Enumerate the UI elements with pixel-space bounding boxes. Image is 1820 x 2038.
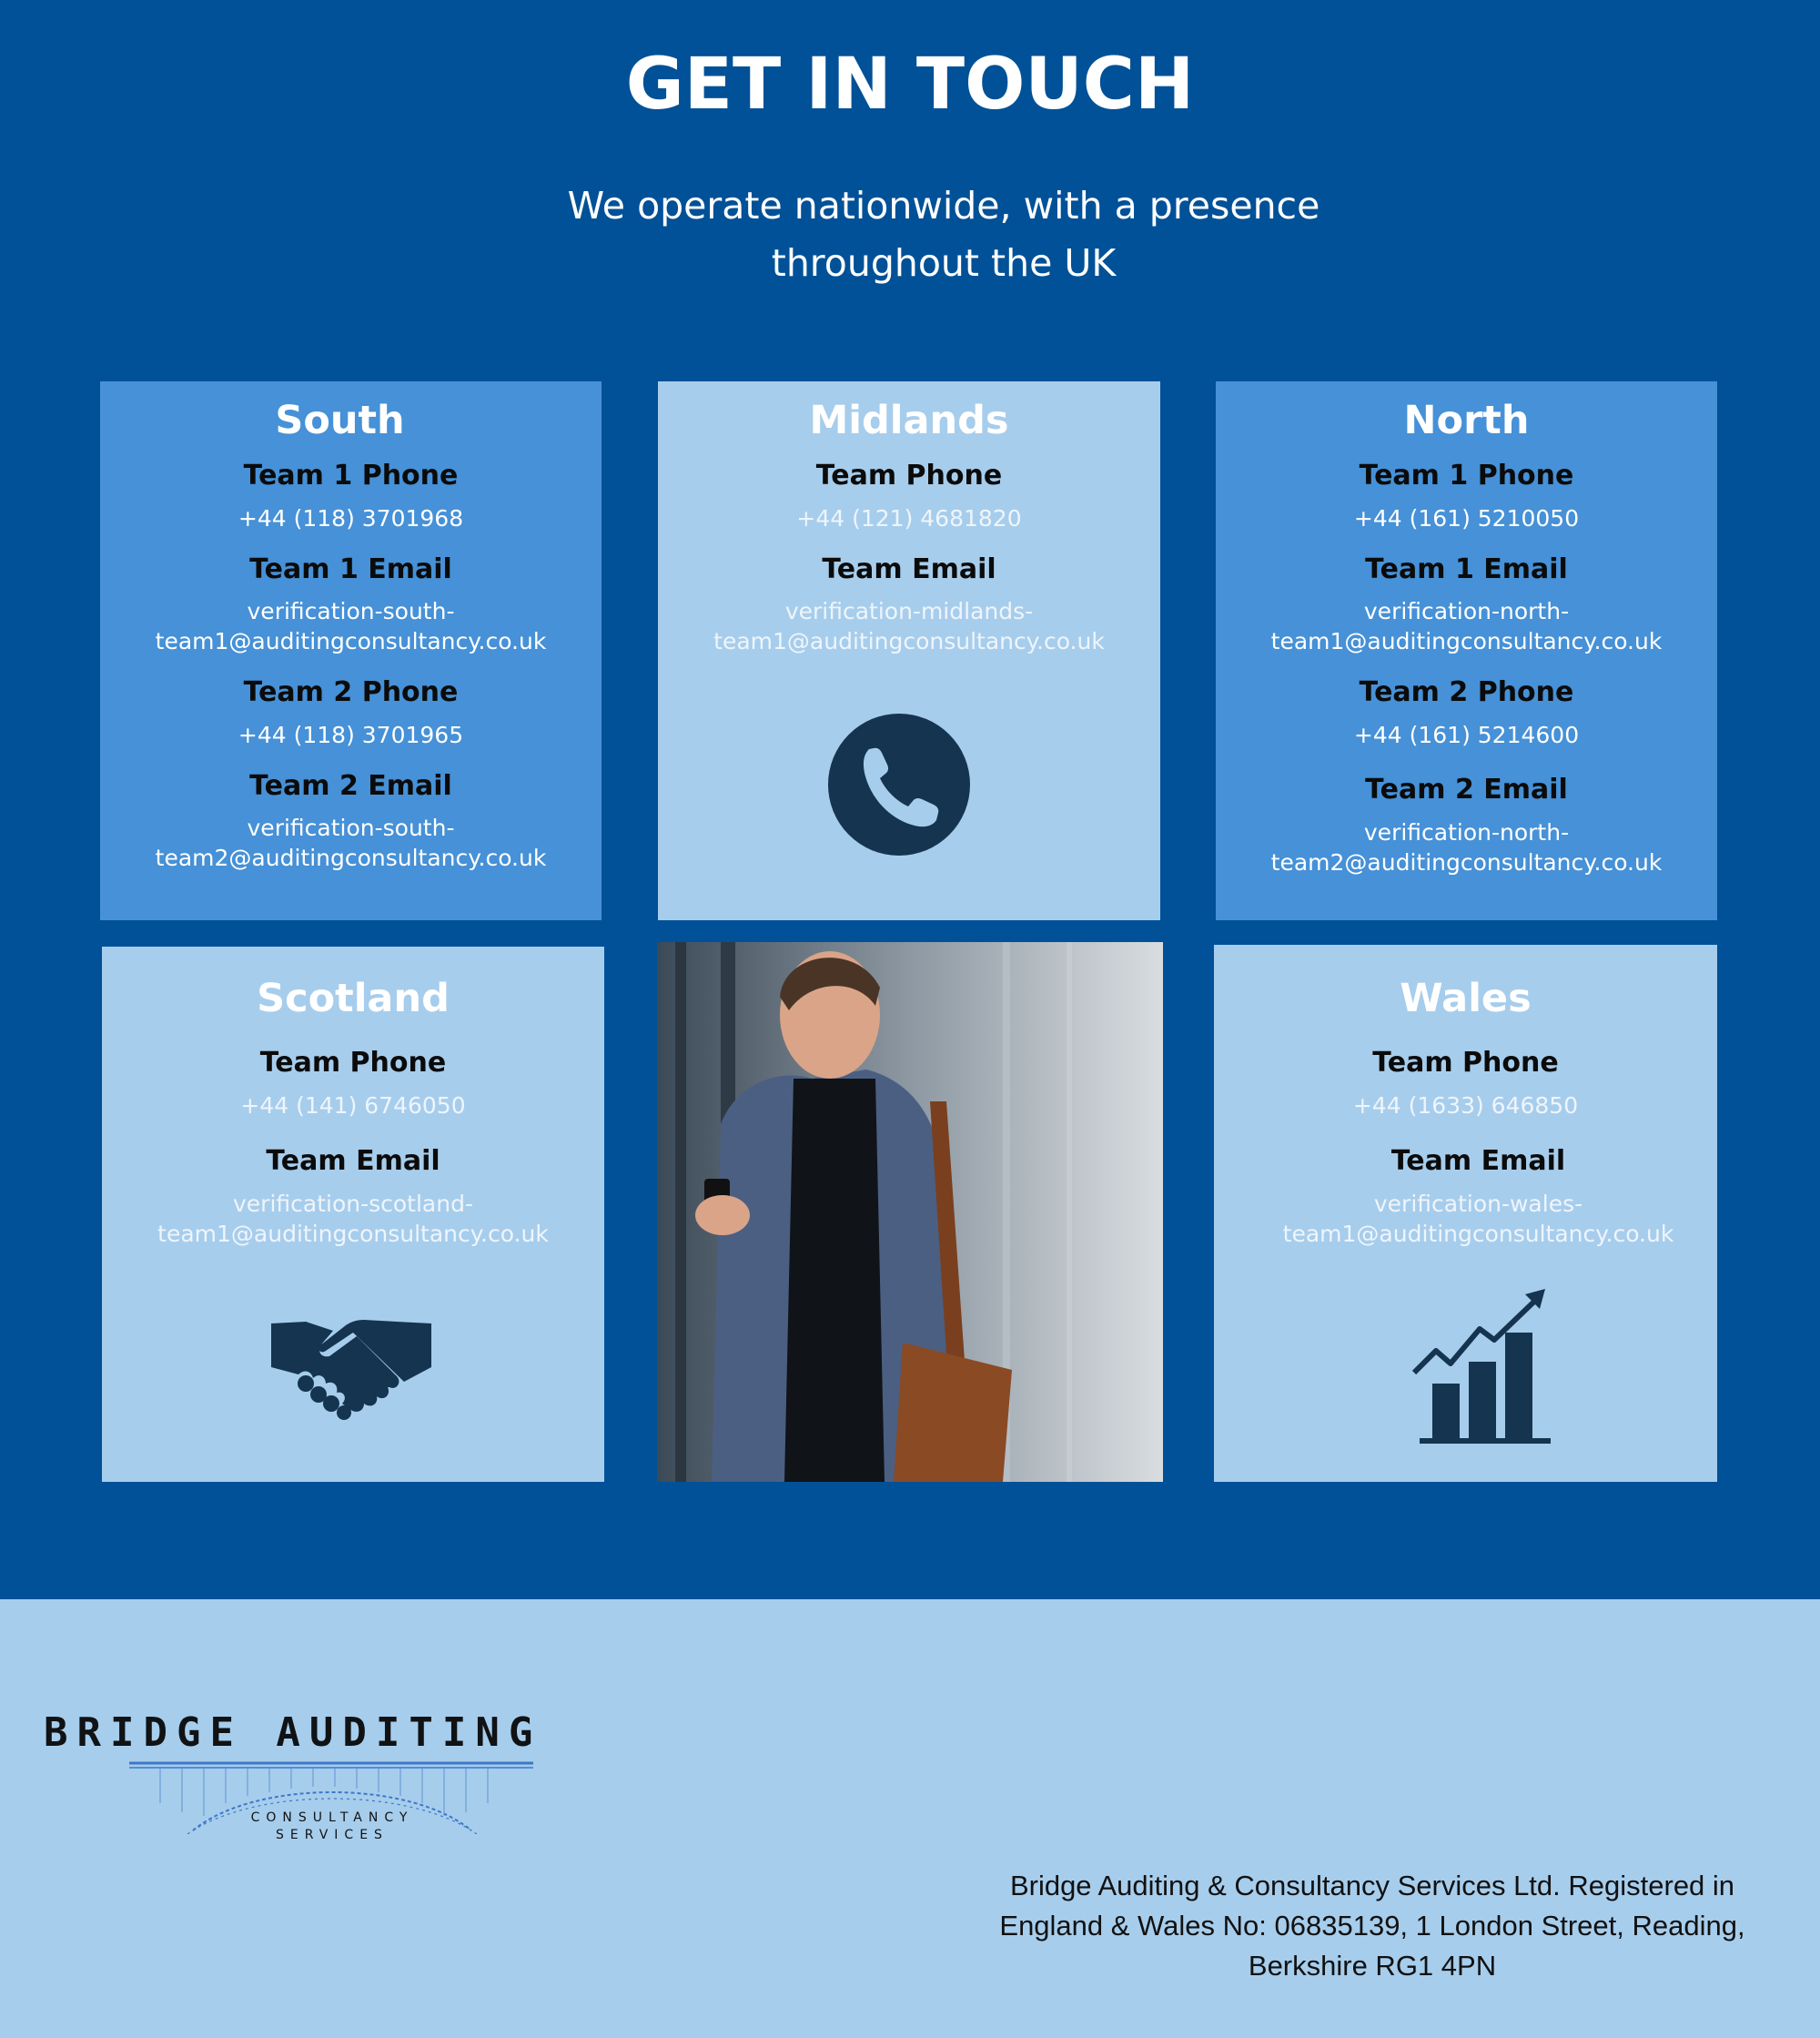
company-line-3: Berkshire RG1 4PN	[1248, 1950, 1497, 1982]
team1-email-label: Team 1 Email	[249, 553, 452, 585]
card-south	[100, 381, 602, 920]
logo-sub-text-2: SERVICES	[276, 1828, 389, 1842]
team1-phone[interactable]: +44 (161) 5210050	[1353, 505, 1580, 532]
team2-email-line2[interactable]: team2@auditingconsultancy.co.uk	[155, 845, 547, 871]
region-title: Scotland	[257, 976, 450, 1021]
phone[interactable]: +44 (121) 4681820	[796, 505, 1022, 532]
team2-email-line1[interactable]: verification-south-	[247, 815, 455, 841]
team1-email-line2[interactable]: team1@auditingconsultancy.co.uk	[1270, 628, 1663, 654]
phone[interactable]: +44 (141) 6746050	[240, 1092, 466, 1119]
team1-email-label: Team 1 Email	[1365, 553, 1568, 585]
team1-email-line1[interactable]: verification-south-	[247, 598, 455, 624]
card-midlands	[658, 381, 1160, 920]
team2-email-label: Team 2 Email	[249, 770, 452, 802]
card-scotland	[102, 947, 604, 1482]
team2-email-line1[interactable]: verification-north-	[1363, 819, 1570, 846]
email-line1[interactable]: verification-wales-	[1373, 1191, 1583, 1217]
company-line-2: England & Wales No: 06835139, 1 London Street, Reading,	[999, 1910, 1745, 1942]
email-line2[interactable]: team1@auditingconsultancy.co.uk	[1282, 1221, 1674, 1247]
email-label: Team Email	[822, 553, 996, 585]
team2-phone[interactable]: +44 (118) 3701965	[238, 722, 464, 748]
phone-icon	[827, 713, 971, 857]
team1-email-line1[interactable]: verification-north-	[1363, 598, 1570, 624]
team2-phone-label: Team 2 Phone	[1359, 676, 1574, 708]
region-title: Midlands	[809, 398, 1009, 443]
email-line1[interactable]: verification-midlands-	[784, 598, 1034, 624]
phone-label: Team Phone	[815, 460, 1003, 492]
team1-phone-label: Team 1 Phone	[243, 460, 459, 492]
email-line2[interactable]: team1@auditingconsultancy.co.uk	[157, 1221, 549, 1247]
email-label: Team Email	[266, 1145, 440, 1177]
team2-phone[interactable]: +44 (161) 5214600	[1353, 722, 1580, 748]
region-title: South	[275, 398, 405, 443]
page-subtitle: We operate nationwide, with a presence throughout the UK	[567, 184, 1320, 285]
logo-sub-text-1: CONSULTANCY	[250, 1810, 414, 1825]
region-title: Wales	[1400, 976, 1532, 1021]
email-line2[interactable]: team1@auditingconsultancy.co.uk	[713, 628, 1105, 654]
team1-phone[interactable]: +44 (118) 3701968	[238, 505, 464, 532]
team2-email-label: Team 2 Email	[1365, 774, 1568, 806]
handshake-icon	[269, 1303, 433, 1431]
team2-email-line2[interactable]: team2@auditingconsultancy.co.uk	[1270, 849, 1663, 876]
phone-label: Team Phone	[1372, 1047, 1559, 1079]
growth-chart-icon	[1410, 1287, 1556, 1447]
email-label: Team Email	[1390, 1145, 1566, 1177]
card-wales	[1214, 945, 1717, 1482]
team2-phone-label: Team 2 Phone	[243, 676, 459, 708]
region-title: North	[1403, 398, 1530, 443]
page-title: GET IN TOUCH	[625, 44, 1195, 126]
team1-email-line2[interactable]: team1@auditingconsultancy.co.uk	[155, 628, 547, 654]
phone[interactable]: +44 (1633) 646850	[1352, 1092, 1579, 1119]
team1-phone-label: Team 1 Phone	[1359, 460, 1574, 492]
email-line1[interactable]: verification-scotland-	[233, 1191, 473, 1217]
businessman-photo	[657, 942, 1163, 1482]
company-registration	[974, 1866, 1771, 1986]
logo-main-text: BRIDGE AUDITING	[44, 1709, 542, 1756]
company-line-1: Bridge Auditing & Consultancy Services Ltd. Registered in	[1009, 1870, 1735, 1901]
card-north	[1216, 381, 1717, 920]
phone-label: Team Phone	[259, 1047, 447, 1079]
